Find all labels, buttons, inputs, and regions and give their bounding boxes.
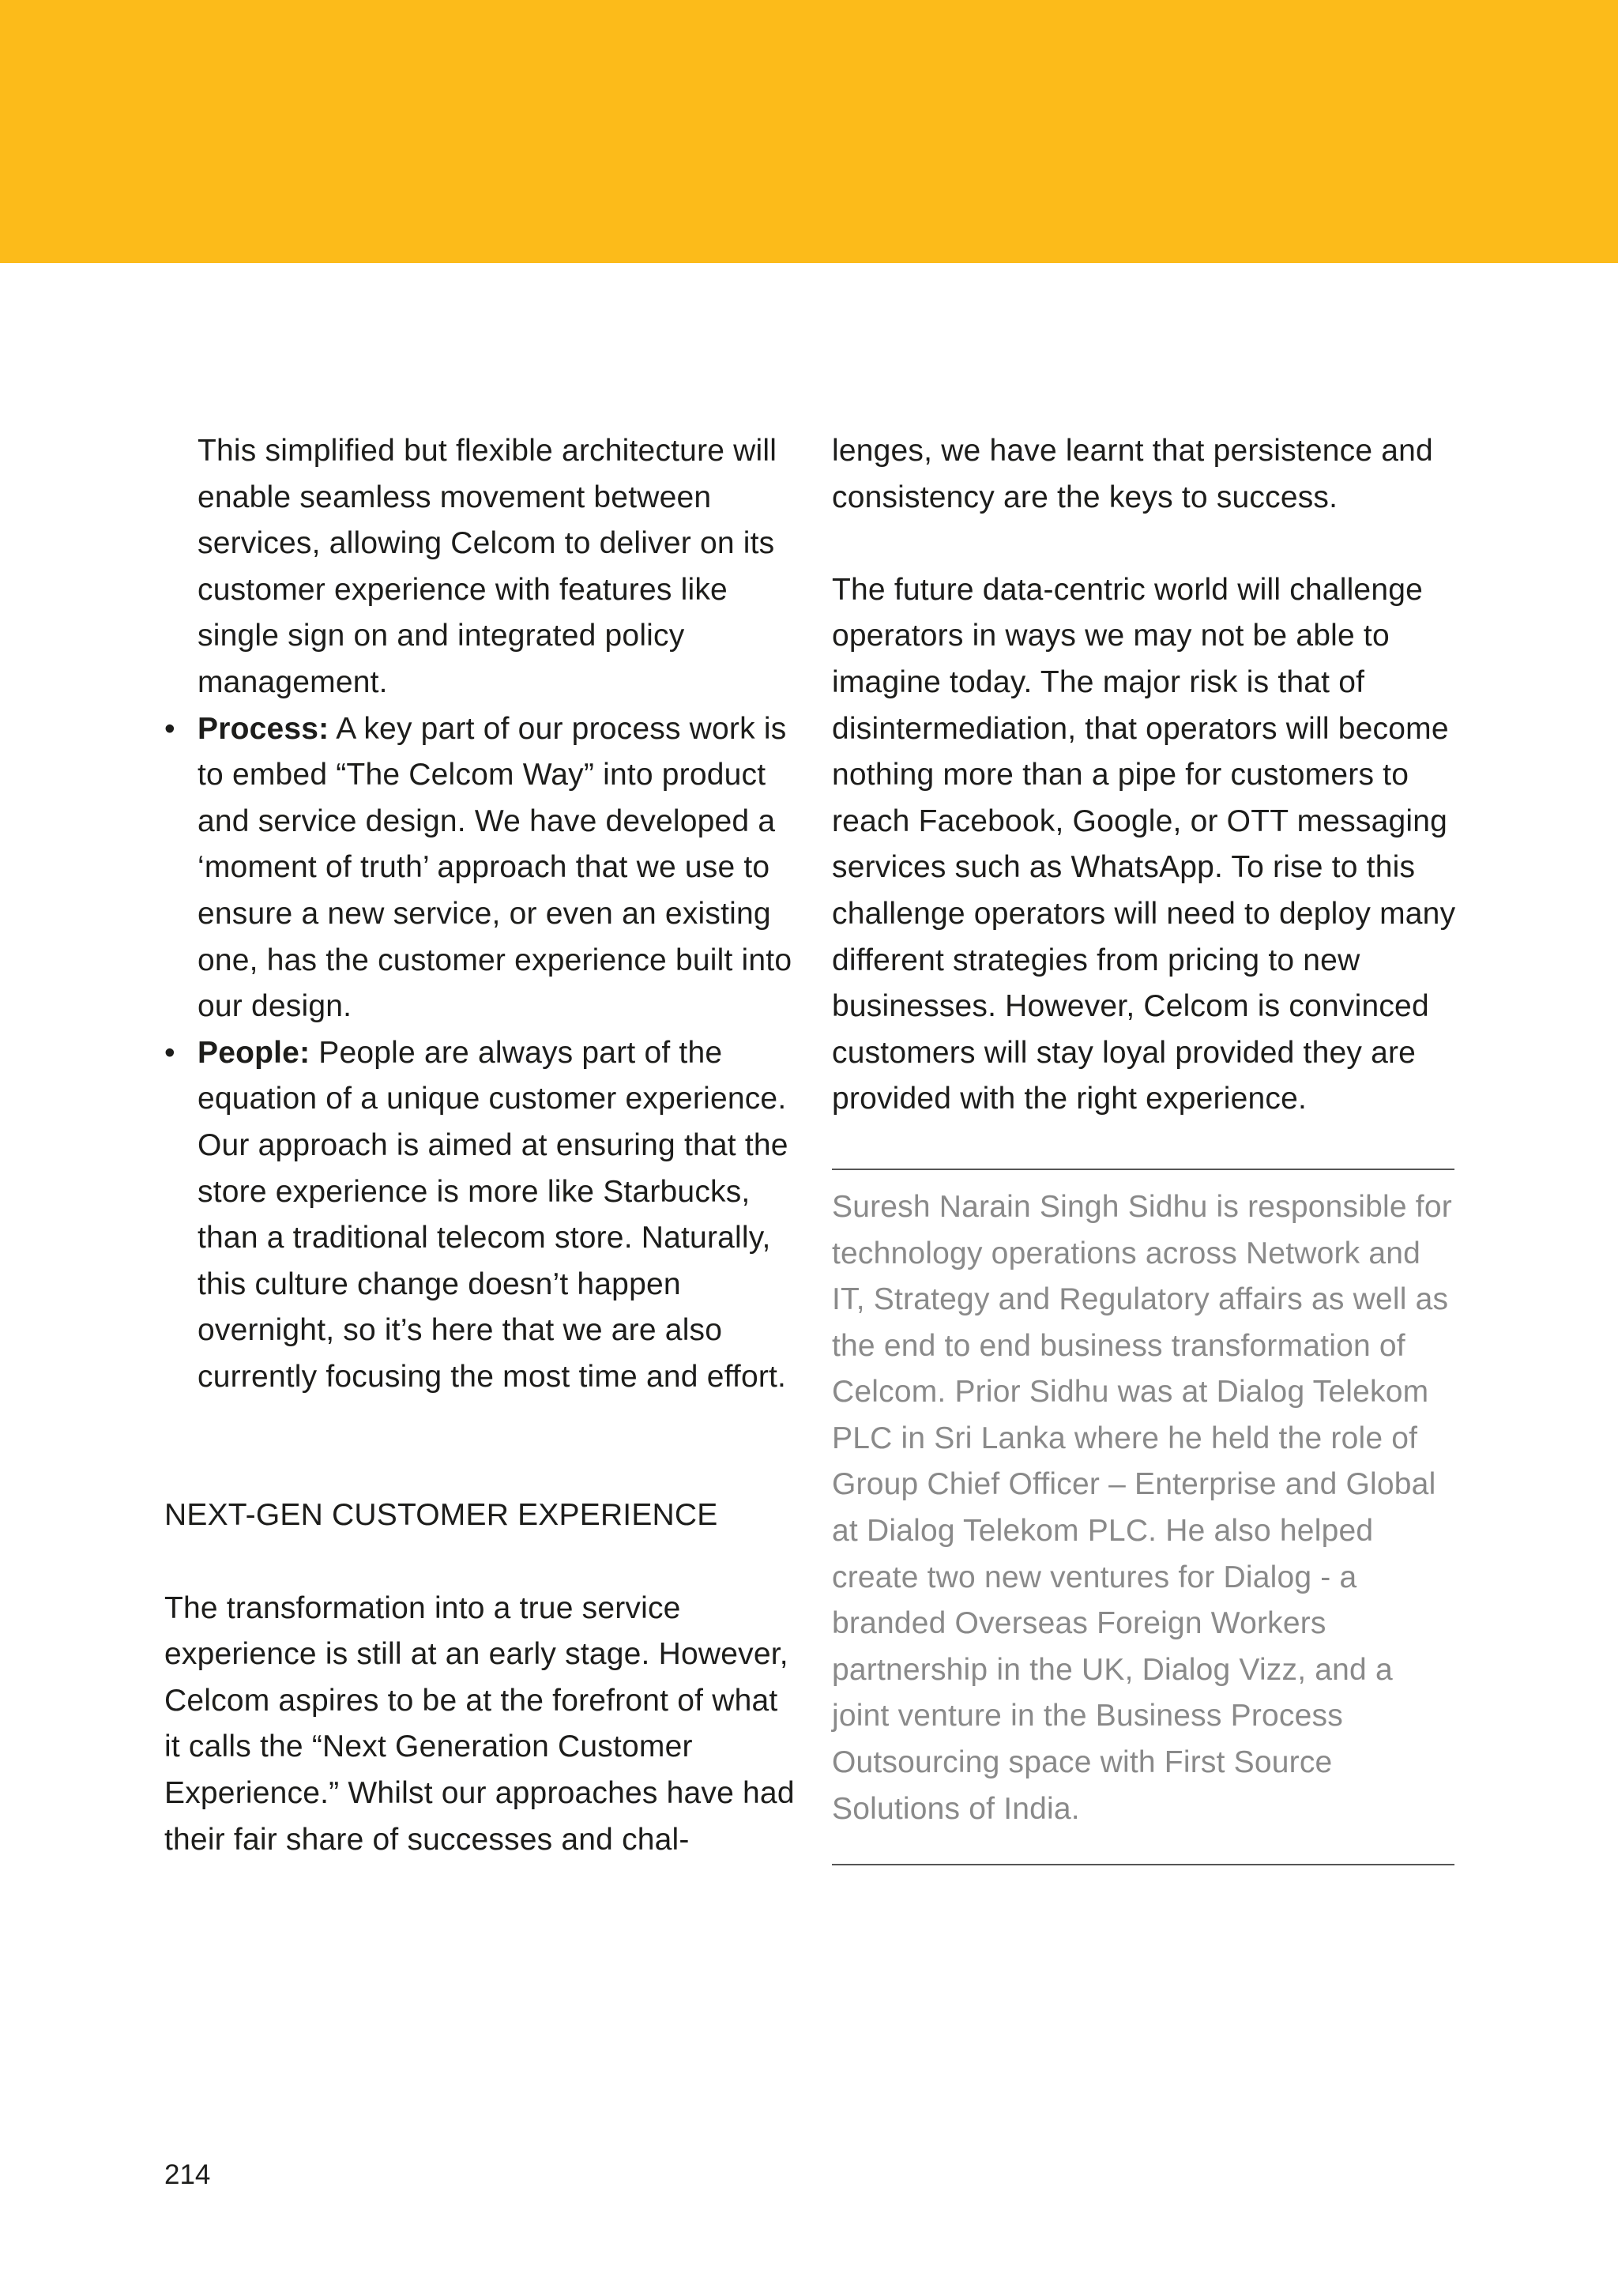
bullet-text: People are always part of the equation of a unique customer experience. Our approach is aimed at ensuring that the store experience is more like Starbucks, than a traditional telecom store. Naturally, this culture change doesn’t happen overnight, so it’s here that we are also currently focusing the most time and effort. — [198, 1035, 788, 1394]
bio-top-divider — [832, 1169, 1454, 1170]
section-heading: NEXT-GEN CUSTOMER EXPERIENCE — [164, 1498, 718, 1533]
bullet-term: Process: — [198, 711, 329, 746]
header-color-band — [0, 0, 1618, 263]
bullet-icon: • — [164, 711, 175, 746]
right-column — [832, 428, 1456, 1865]
continued-paragraph: lenges, we have learnt that persistence and consistency are the keys to success. — [832, 434, 1433, 514]
bullet-list — [164, 706, 796, 1401]
architecture-paragraph: This simplified but flexible architecture will enable seamless movement between services, allowing Celcom to deliver on its customer experience with features like single sign on and integrated policy management. — [198, 434, 777, 699]
transformation-paragraph: The transformation into a true service experience is still at an early stage. However, Celcom aspires to be at the forefront of what it calls the “Next Generation Customer Experience.” Whilst our approaches have had their fair share of successes and chal- — [164, 1590, 795, 1857]
page-number: 214 — [164, 2159, 211, 2190]
bullet-text: A key part of our process work is to embed “The Celcom Way” into product and service design. We have developed a ‘moment of truth’ approach that we use to ensure a new service, or even an existing one, has the customer experience built into our design. — [198, 711, 792, 1024]
future-paragraph: The future data-centric world will challenge operators in ways we may not be able to imagine today. The major risk is that of disintermediation, that operators will become nothing more than a pipe for customers to reach Facebook, Google, or OTT messaging services such as WhatsApp. To rise to this challenge operators will need to deploy many different strategies from pricing to new businesses. However, Celcom is convinced customers will stay loyal provided they are provided with the right experience. — [832, 572, 1456, 1116]
bullet-term: People: — [198, 1035, 310, 1070]
author-bio: Suresh Narain Singh Sidhu is responsible for technology operations across Network and IT, Strategy and Regulatory affairs as well as the end to end business transformation of Celcom. Prior Sidhu was at Dialog Telekom PLC in Sri Lanka where he held the role of Group Chief Officer – Enterprise and Global at Dialog Telekom PLC. He also helped create two new ventures for Dialog - a branded Overseas Foreign Workers partnership in the UK, Dialog Vizz, and a joint venture in the Business Process Outsourcing space with First Source Solutions of India. — [832, 1189, 1452, 1826]
bullet-item-process — [164, 706, 796, 1030]
bullet-icon: • — [164, 1035, 175, 1070]
bio-bottom-divider — [832, 1864, 1454, 1865]
left-column — [164, 428, 796, 1863]
bullet-item-people — [164, 1030, 796, 1401]
